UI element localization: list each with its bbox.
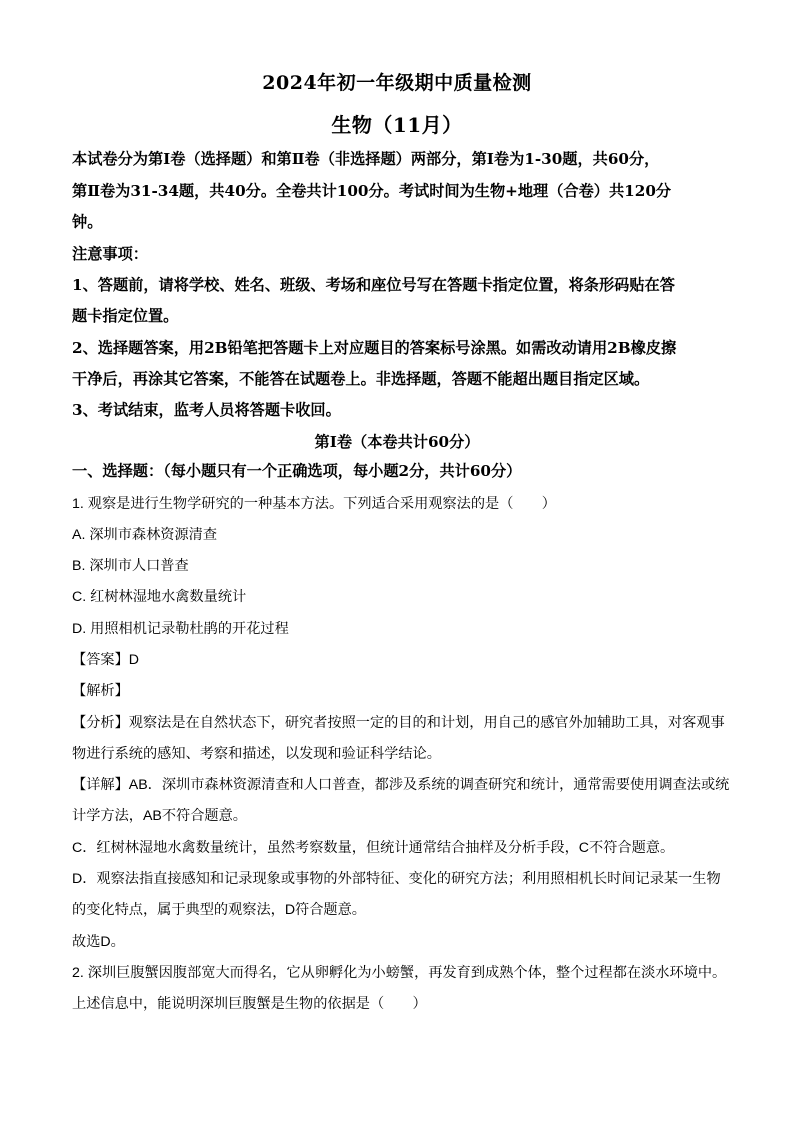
q2-stem-a: 2. 深圳巨腹蟹因腹部宽大而得名，它从卵孵化为小螃蟹，再发育到成熟个体，整个过程都在淡水环境中。 <box>72 965 727 981</box>
q1-analysis-tag: 【解析】 <box>72 683 129 699</box>
q1-fenxi-a: 【分析】观察法是在自然状态下，研究者按照一定的目的和计划，用自己的感官外加辅助工具，对客观事 <box>72 715 725 731</box>
q1-xiangjie-b: 计学方法，AB不符合题意。 <box>72 808 247 824</box>
q1-fenxi-b: 物进行系统的感知、考察和描述，以发现和验证科学结论。 <box>72 746 441 762</box>
note-1a: 1、答题前，请将学校、姓名、班级、考场和座位号写在答题卡指定位置，将条形码贴在答 <box>72 276 675 294</box>
exam-title: 2024年初一年级期中质量检测 <box>262 72 532 94</box>
q1-stem: 1. 观察是进行生物学研究的一种基本方法。下列适合采用观察法的是（ ） <box>72 496 556 512</box>
q1-xiangjie-a: 【详解】AB．深圳市森林资源清查和人口普查，都涉及系统的调查研究和统计，通常需要使用调查法或统 <box>72 777 730 793</box>
note-2a: 2、选择题答案，用2B铅笔把答题卡上对应题目的答案标号涂黑。如需改动请用2B橡皮擦 <box>72 339 677 357</box>
q1-option-d: D. 用照相机记录勒杜鹃的开花过程 <box>72 621 289 637</box>
q1-d-explanation-a: D．观察法指直接感知和记录现象或事物的外部特征、变化的研究方法；利用照相机长时间记录某一生物 <box>72 871 721 887</box>
note-3: 3、考试结束，监考人员将答题卡收回。 <box>72 401 341 419</box>
exam-subtitle: 生物（11月） <box>331 113 463 137</box>
q1-option-c: C. 红树林湿地水禽数量统计 <box>72 589 247 605</box>
q1-c-explanation: C．红树林湿地水禽数量统计，虽然考察数量，但统计通常结合抽样及分析手段，C不符合题意。 <box>72 840 675 856</box>
q1-option-b: B. 深圳市人口普查 <box>72 558 189 574</box>
q2-stem-b: 上述信息中，能说明深圳巨腹蟹是生物的依据是（ ） <box>72 996 427 1012</box>
q1-conclusion: 故选D。 <box>72 934 125 950</box>
note-1b: 题卡指定位置。 <box>72 307 179 325</box>
intro-line-2: 第Ⅱ卷为31-34题，共40分。全卷共计100分。考试时间为生物+地理（合卷）共120分 <box>72 182 672 200</box>
q1-d-explanation-b: 的变化特点，属于典型的观察法，D符合题意。 <box>72 902 366 918</box>
notes-heading: 注意事项： <box>72 245 148 263</box>
part-heading: 第Ⅰ卷（本卷共计60分） <box>314 433 480 451</box>
section-heading: 一、选择题：（每小题只有一个正确选项，每小题2分，共计60分） <box>72 462 522 480</box>
intro-line-1: 本试卷分为第Ⅰ卷（选择题）和第Ⅱ卷（非选择题）两部分，第Ⅰ卷为1-30题，共60分， <box>72 150 660 168</box>
q1-option-a: A. 深圳市森林资源清查 <box>72 527 218 543</box>
intro-line-3: 钟。 <box>72 213 103 231</box>
note-2b: 干净后，再涂其它答案，不能答在试题卷上。非选择题，答题不能超出题目指定区域。 <box>72 370 650 388</box>
q1-answer: 【答案】D <box>72 652 139 668</box>
